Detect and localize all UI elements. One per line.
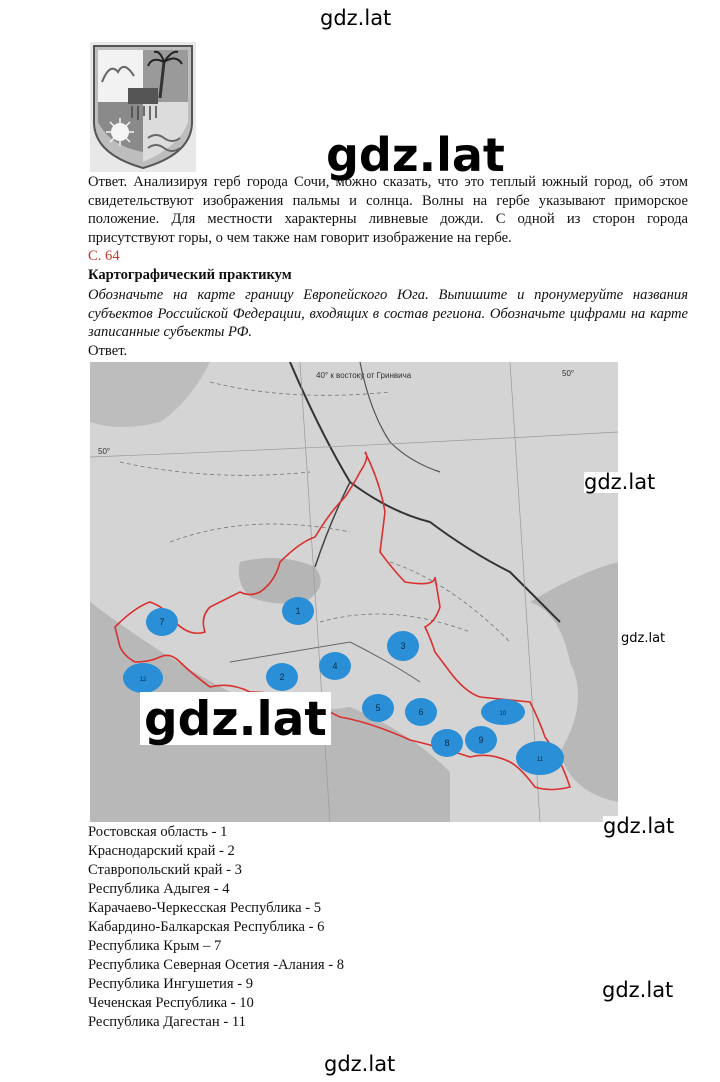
- region-marker-label: 6: [418, 707, 424, 717]
- watermark-map: gdz.lat: [140, 692, 331, 745]
- region-marker-label: 3: [400, 641, 406, 651]
- list-item: Ставропольский край - 3: [88, 862, 242, 878]
- list-item: Чеченская Республика - 10: [88, 995, 254, 1011]
- region-marker-label: 1: [295, 606, 301, 616]
- sochi-coat-of-arms: [90, 42, 196, 172]
- watermark-top: gdz.lat: [320, 6, 392, 30]
- region-marker-label: 12: [139, 677, 147, 683]
- list-item: Республика Крым – 7: [88, 938, 222, 954]
- answer-label: Ответ.: [88, 343, 128, 359]
- page-reference: С. 64: [88, 248, 120, 264]
- region-marker-label: 2: [279, 672, 285, 682]
- practicum-title: Картографический практикум: [88, 267, 292, 283]
- watermark-right-2: gdz.lat: [621, 631, 666, 646]
- meridian-label: 40° к востоку от Гринвича: [316, 371, 412, 380]
- lat-label-right: 50°: [562, 369, 575, 378]
- region-marker-label: 10: [499, 711, 507, 717]
- list-item: Республика Адыгея - 4: [88, 881, 230, 897]
- answer-paragraph: Ответ. Анализируя герб города Сочи, можно сказать, что это теплый южный город, об этом свидетельствуют изображения пальмы и солнца. Волны на гербе указывают приморское положение. Для местности характерны ливневые дожди. С одной из сторон города присутствуют горы, о чем также нам говорит изображение на гербе.: [88, 174, 688, 246]
- region-marker-label: 11: [536, 757, 544, 763]
- list-item: Краснодарский край - 2: [88, 843, 235, 859]
- region-marker-label: 4: [332, 661, 338, 671]
- south-russia-map: [90, 362, 618, 822]
- region-marker-label: 8: [444, 738, 450, 748]
- list-item: Республика Северная Осетия -Алания - 8: [88, 957, 345, 973]
- watermark-right-1: gdz.lat: [584, 470, 656, 494]
- list-item: Кабардино-Балкарская Республика - 6: [88, 919, 325, 935]
- region-marker-label: 9: [478, 735, 484, 745]
- list-item: Ростовская область - 1: [88, 824, 228, 840]
- list-item: Республика Ингушетия - 9: [88, 976, 254, 992]
- region-marker-label: 5: [375, 703, 381, 713]
- task-text: Обозначьте на карте границу Европейского Юга. Выпишите и пронумеруйте названия субъектов Российской Федерации, входящих в состав региона. Обозначьте цифрами на карте записанные субъекты РФ.: [88, 287, 688, 340]
- region-marker-label: 7: [159, 617, 165, 627]
- watermark-big: gdz.lat: [326, 128, 505, 182]
- list-item: Карачаево-Черкесская Республика - 5: [88, 900, 322, 916]
- subjects-list: [88, 823, 344, 1032]
- watermark-right-4: gdz.lat: [602, 978, 674, 1002]
- watermark-right-3: gdz.lat: [603, 814, 675, 838]
- watermark-bottom: gdz.lat: [324, 1052, 396, 1076]
- lat-label-left: 50°: [98, 447, 111, 456]
- list-item: Республика Дагестан - 11: [88, 1014, 246, 1030]
